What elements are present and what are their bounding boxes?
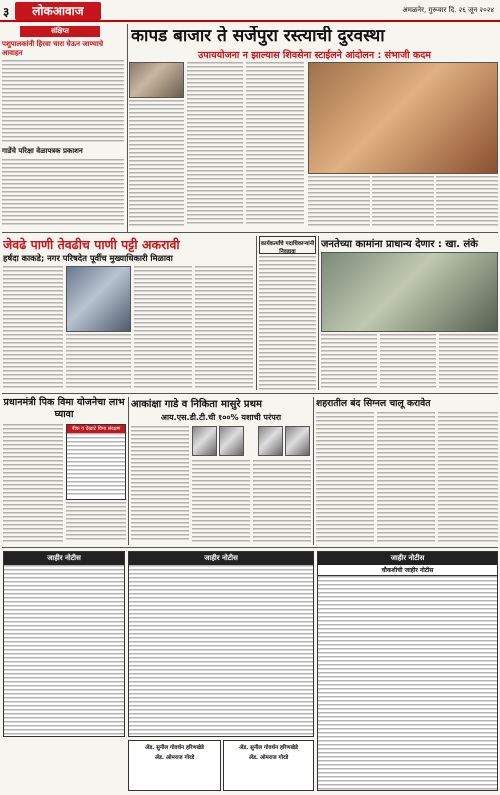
crop-headline: प्रधानमंत्री पिक विमा योजनेचा लाभ घ्यावा <box>3 397 125 420</box>
notice-left-text <box>4 565 124 735</box>
notice-mid-title: जाहीर नोटीस <box>129 552 313 565</box>
newspaper-logo: लोकआवाज <box>15 2 101 20</box>
lead-subhead: उपाययोजना न झाल्यास शिवसेना स्टाईलने आंदोलन : संभाजी कदम <box>198 50 431 61</box>
lead-text-col3 <box>246 62 304 226</box>
column-rule <box>313 397 314 545</box>
column-rule <box>128 397 129 545</box>
lead-text-col1 <box>129 100 184 226</box>
crop-box-list <box>67 433 125 495</box>
lead-photo-left <box>129 62 184 98</box>
dateline: अमळनेर, गुरूवार दि. २६ जून २०२४ <box>402 6 494 14</box>
crop-text-col2 <box>66 502 126 542</box>
crop-box-title: पीक व देखाटे विमा संरक्षण <box>67 425 125 433</box>
lanke-headline: जनतेच्या कामांना प्राधान्य देणार : खा. लंके <box>321 239 478 250</box>
lanke-photo <box>321 252 498 332</box>
water-subhead: हर्षदा काकडे; नगर परिषदेत पूर्वीच मुख्याधिकारी मिळावा <box>3 253 173 263</box>
sidebar-label: संक्षिप्त <box>20 26 100 37</box>
crop-rates-box <box>66 424 126 500</box>
sidebar-headline-2: गाडेंचे परिक्षा वेळापत्रक प्रकाशन <box>2 147 83 155</box>
signal-headline: शहरातील बंद सिग्नल चालू करावेत <box>316 398 431 409</box>
notice-right-text <box>318 576 497 790</box>
toppers-headline: आकांक्षा गाडे व निकिता मासुरे प्रथम <box>131 399 262 410</box>
lanke-text-col3 <box>439 334 498 390</box>
lead-photo-protest <box>308 62 498 174</box>
column-rule <box>256 236 257 390</box>
lanke-text-col1 <box>321 334 377 390</box>
topper-photo-4 <box>285 426 310 456</box>
toppers-text-col2 <box>192 460 250 542</box>
lead-headline: कापड बाजार ते सर्जेपुरा रस्त्याची दुरवस्था <box>131 26 385 46</box>
page-number: ३ <box>3 5 10 19</box>
lead-text-col5 <box>372 176 434 226</box>
notice-right-title: जाहीर नोटीस <box>318 552 497 565</box>
water-text-col4 <box>195 266 253 390</box>
notice-mid-text <box>129 565 313 735</box>
water-text-col3 <box>134 266 192 390</box>
horizontal-rule <box>2 232 498 233</box>
signal-text-col1 <box>316 412 374 542</box>
topper-photo-2 <box>219 426 244 456</box>
ad2-name: ॲड. सुनील गोवर्धन हरिणखेडे <box>239 745 298 751</box>
mid-kicker: कार्यकर्त्यांचे पदाधिकाऱ्यांनी निवडावा <box>259 236 316 254</box>
horizontal-rule <box>2 393 498 394</box>
signal-text-col3 <box>438 412 498 542</box>
ad1-partner: ॲड. ओमराज गोरडे <box>154 755 195 761</box>
notice-left <box>3 551 125 737</box>
water-photo <box>66 266 131 332</box>
masthead <box>0 0 500 22</box>
sidebar-text-1 <box>2 60 124 142</box>
horizontal-rule <box>2 547 498 548</box>
toppers-text-col3 <box>253 460 311 542</box>
toppers-text-col1 <box>131 426 189 542</box>
sidebar-headline-1: पशुपालकांनी हिरवा चारा घेऊन जाण्याचे आवाहन <box>2 40 104 57</box>
sidebar-briefs <box>2 26 124 226</box>
mid-text <box>259 256 316 390</box>
advocate-ad-1 <box>128 740 221 791</box>
ad1-name: ॲड. सुनील गोवर्धन हरिणखेडे <box>145 745 204 751</box>
water-text-col1 <box>3 266 63 390</box>
column-rule <box>127 24 128 232</box>
lead-text-col2 <box>187 62 243 226</box>
water-text-col2 <box>66 334 131 390</box>
signal-text-col2 <box>377 412 435 542</box>
notice-left-title: जाहीर नोटीस <box>4 552 124 565</box>
topper-photo-1 <box>192 426 217 456</box>
notice-right-subtitle: चौकशीची जाहीर नोटीस <box>318 565 497 576</box>
lanke-text-col2 <box>380 334 436 390</box>
sidebar-text-2 <box>2 159 124 225</box>
advocate-ad-2 <box>223 740 314 791</box>
lead-text-col4 <box>308 176 370 226</box>
column-rule <box>318 236 319 390</box>
crop-text-col1 <box>3 424 63 542</box>
toppers-subhead: आय.एस.डी.टी.ची १००% यशाची परंपरा <box>160 413 282 422</box>
lead-text-col6 <box>436 176 498 226</box>
notice-right <box>317 551 498 791</box>
water-headline: जेवढे पाणी तेवढीच पाणी पट्टी अकरावी <box>3 237 180 252</box>
notice-mid <box>128 551 314 737</box>
ad2-partner: ॲड. ओमराज गोरडे <box>248 755 289 761</box>
topper-photo-3 <box>258 426 283 456</box>
